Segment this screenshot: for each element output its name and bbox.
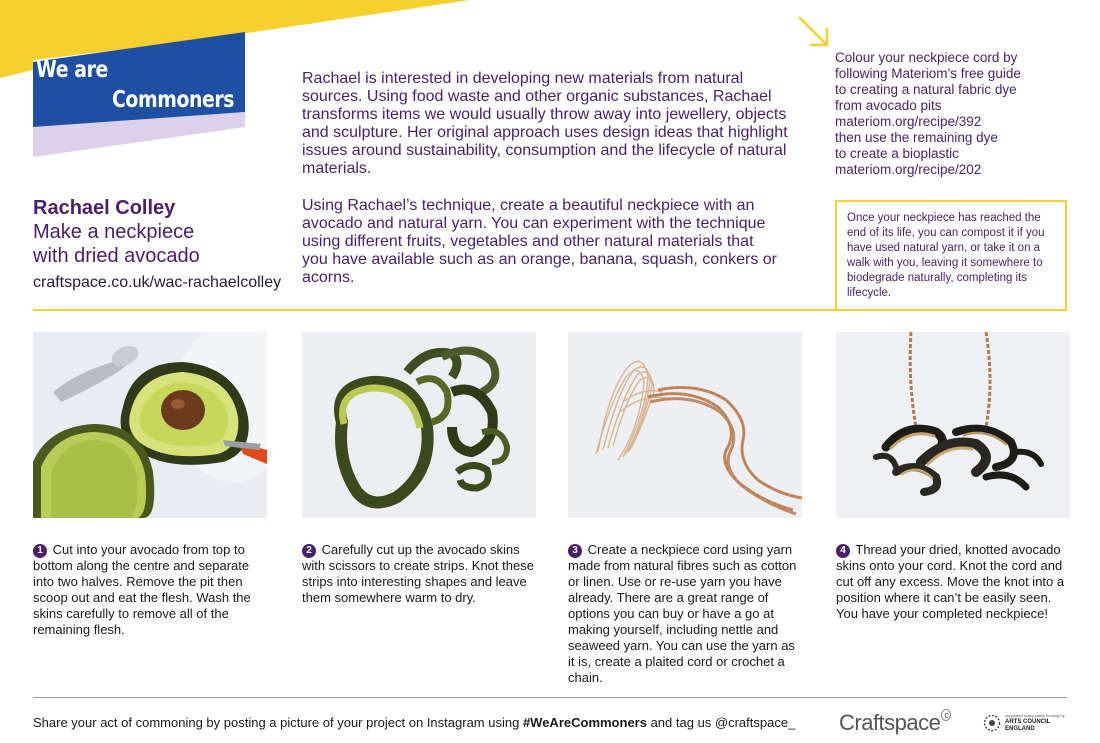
- project-title-line1: Make a neckpiece: [33, 221, 195, 243]
- dye-note-line: following Materiom’s free guide: [835, 66, 1021, 81]
- step-number-badge: 2: [302, 544, 316, 558]
- logo-text-commoners: Commoners: [112, 87, 235, 113]
- footer-text-after: and tag us @craftspace_: [646, 715, 796, 730]
- arts-council-mark-icon: [983, 714, 1001, 732]
- arrow-down-right-icon: [796, 14, 832, 50]
- dye-guide-note: [835, 50, 1075, 178]
- project-url[interactable]: craftspace.co.uk/wac-rachaelcolley: [33, 274, 282, 291]
- arts-council-england-logo: [983, 712, 1073, 736]
- hashtag[interactable]: #WeAreCommoners: [522, 715, 647, 730]
- footer-text-before: Share your act of commoning by posting a picture of your project on Instagram using: [33, 715, 523, 730]
- ace-funding-text: supported using public funding by: [1005, 713, 1065, 718]
- craftspace-logo-text: Craftspace: [839, 710, 941, 735]
- step-2-instructions: [302, 542, 534, 606]
- step-text: Thread your dried, knotted avocado skins onto your cord. Knot the cord and cut off any excess. Move the knot into a position where it can’t be easily seen. You have your completed neckpiece!: [836, 542, 1065, 621]
- ace-name-line2: ENGLAND: [1005, 726, 1035, 732]
- step-text: Carefully cut up the avocado skins with scissors to create strips. Knot these strips into interesting shapes and leave them somewhere warm to dry.: [302, 542, 534, 605]
- dye-note-line: to creating a natural fabric dye: [835, 82, 1017, 97]
- craftspace-logo: [839, 710, 951, 736]
- compost-note-box: Once your neckpiece has reached the end of its life, you can compost it if you have used natural yarn, or take it on a walk with you, leaving it somewhere to biodegrade naturally, completing its lifecycle.: [835, 200, 1067, 311]
- dye-recipe-link[interactable]: materiom.org/recipe/392: [835, 114, 982, 129]
- photo-step-1-avocado-halves: [33, 332, 267, 518]
- about-paragraph: Rachael is interested in developing new materials from natural sources. Using food waste and other organic substances, Rachael transforms items we would usually throw away into jewellery, objects and sculpture. Her original approach uses design ideas that highlight issues around sustainability, consumption and the lifecycle of natural materials.: [302, 70, 788, 177]
- technique-paragraph: Using Rachael’s technique, create a beautiful neckpiece with an avocado and natural yarn. You can experiment with the technique using different fruits, vegetables and other natural materials that you have available such as an orange, banana, squash, conkers or acorns.: [302, 197, 777, 286]
- bioplastic-recipe-link[interactable]: materiom.org/recipe/202: [835, 162, 982, 177]
- photo-step-3-yarn: [568, 332, 802, 518]
- copyright-mark: c: [941, 709, 951, 721]
- dye-note-line: Colour your neckpiece cord by: [835, 50, 1018, 65]
- dye-note-line: to create a bioplastic: [835, 146, 959, 161]
- step-4-instructions: [836, 542, 1068, 622]
- step-number-badge: 1: [33, 544, 47, 558]
- ace-name-line1: ARTS COUNCIL: [1005, 719, 1051, 725]
- dye-note-line: from avocado pits: [835, 98, 942, 113]
- step-number-badge: 4: [836, 544, 850, 558]
- photo-step-2-skin-strips: [302, 332, 536, 518]
- footer-share-text: [33, 715, 795, 731]
- dye-note-line: then use the remaining dye: [835, 130, 998, 145]
- step-3-instructions: [568, 542, 800, 686]
- project-title-line2: with dried avocado: [33, 245, 200, 267]
- step-text: Create a neckpiece cord using yarn made from natural fibres such as cotton or linen. Use or re-use yarn you have already. There are a great range of options you can buy or have a go at making yourself, including nettle and seaweed yarn. You can use the yarn as it is, create a plaited cord or crochet a chain.: [568, 542, 797, 685]
- step-text: Cut into your avocado from top to bottom along the centre and separate into two halves. Remove the pit then scoop out and eat the flesh. Wash the skins carefully to remove all of the remaining flesh.: [33, 542, 251, 637]
- footer-divider: [33, 697, 1067, 698]
- logo-text-we-are: We are: [36, 57, 108, 83]
- artist-name: Rachael Colley: [33, 197, 176, 219]
- step-1-instructions: [33, 542, 265, 638]
- project-title-block: [33, 196, 293, 294]
- step-number-badge: 3: [568, 544, 582, 558]
- yellow-divider: [33, 309, 837, 311]
- photo-step-4-finished-neckpiece: [836, 332, 1070, 518]
